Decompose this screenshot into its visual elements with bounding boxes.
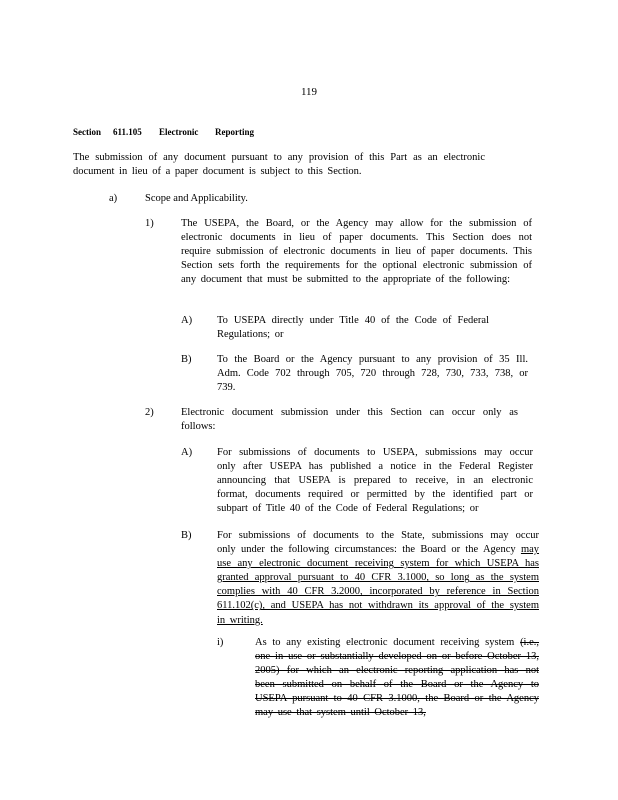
item-2B-plain-text: For submissions of documents to the State, submissions may occur only under the following circumstances: the Board or the Agency	[217, 530, 539, 556]
item-1B-text: To the Board or the Agency pursuant to any provision of 35 Ill. Adm. Code 702 through 705, 720 through 728, 730, 733, 738, or 739.	[217, 354, 528, 394]
item-1A-label: A)	[181, 315, 193, 326]
item-2A-text: For submissions of documents to USEPA, submissions may occur only after USEPA has published a notice in the Federal Register announcing that USEPA is prepared to receive, in an electronic format, documents required or permitted by the identified part or subpart of Title 40 of the Code of Federal Regulations; or	[217, 447, 533, 515]
item-1-label: 1)	[145, 218, 154, 229]
item-2Bi-text	[255, 636, 539, 721]
section-word: Section	[73, 127, 101, 137]
page-number: 119	[300, 86, 318, 98]
item-2A-label: A)	[181, 447, 193, 458]
section-heading	[73, 127, 254, 137]
item-2-label: 2)	[145, 407, 154, 418]
section-title-word-2: Reporting	[215, 127, 254, 137]
item-2Bi-label: i)	[217, 637, 224, 648]
item-2-text: Electronic document submission under this Section can occur only as follows:	[181, 407, 518, 433]
subsection-a-title: Scope and Applicability.	[145, 193, 248, 204]
section-number: 611.105	[113, 127, 142, 137]
intro-paragraph: The submission of any document pursuant to any provision of this Part as an electronic document in lieu of a paper document is subject to this Section.	[73, 152, 485, 178]
item-2Bi-deleted-text: (i.e., one in use or substantially developed on or before October 13, 2005) for which an electronic reporting application has not been submitted on behalf of the Board or the Agency to USEPA pursuant to 40 CFR 3.1000, the Board or the Agency may use that system until October 13,	[255, 637, 540, 719]
item-2B-label: B)	[181, 530, 192, 541]
item-2B-inserted-text: may use any electronic document receiving system for which USEPA has granted approval pursuant to 40 CFR 3.1000, so long as the system complies with 40 CFR 3.2000, incorporated by reference in Section 611.102(c), and USEPA has not withdrawn its approval of the system in writing.	[217, 544, 540, 626]
item-1A-text: To USEPA directly under Title 40 of the Code of Federal Regulations; or	[217, 315, 489, 341]
section-title-word-1: Electronic	[159, 127, 199, 137]
item-2B-text	[217, 529, 539, 628]
item-1B-label: B)	[181, 354, 192, 365]
subsection-a-label: a)	[109, 193, 118, 204]
item-1-text: The USEPA, the Board, or the Agency may allow for the submission of electronic documents in lieu of paper documents. This Section does not require submission of electronic documents in lieu of paper documents. This Section sets forth the requirements for the optional electronic submission of any document that must be submitted to the appropriate of the following:	[181, 218, 532, 286]
item-2Bi-plain-text: As to any existing electronic document receiving system	[255, 637, 515, 648]
